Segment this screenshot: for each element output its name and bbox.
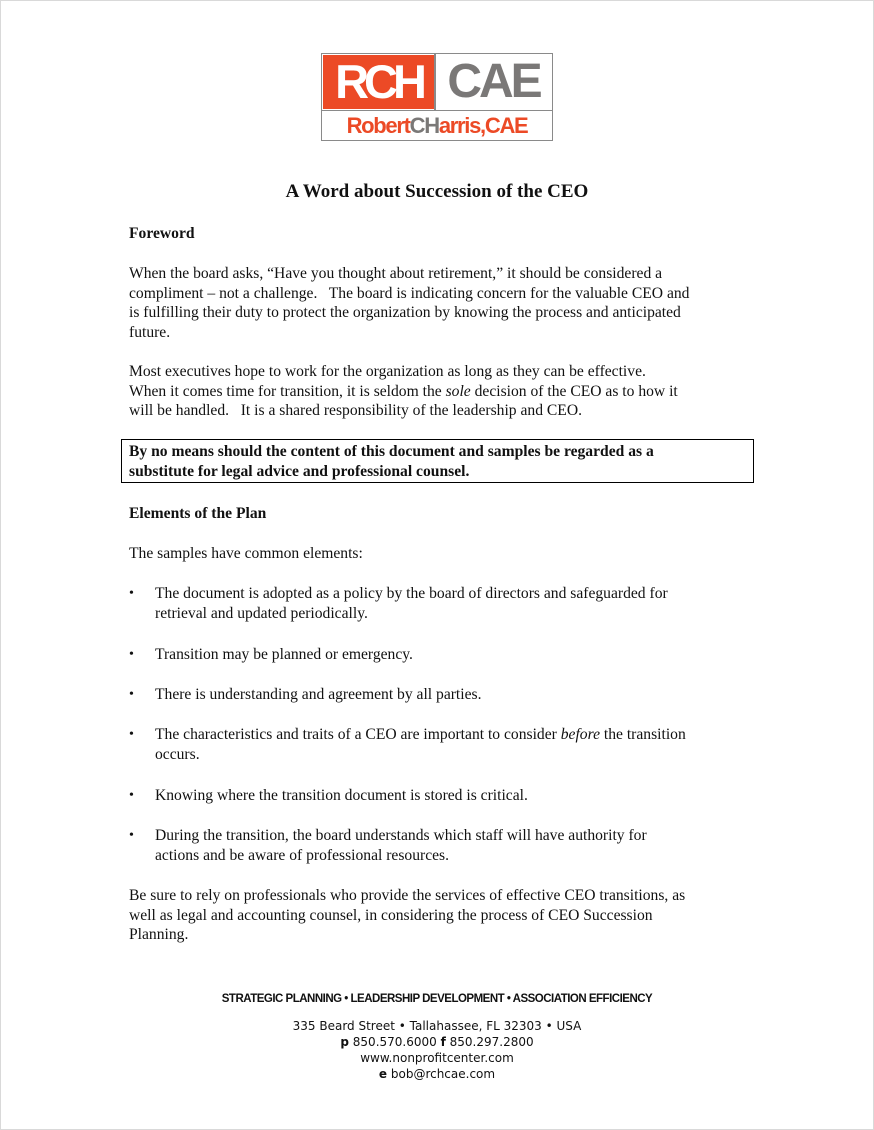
logo-name-part2: CH [409,113,439,138]
bullet-icon: • [129,727,134,742]
closing-paragraph [129,886,754,945]
list-item-text: There is understanding and agreement by all parties. [155,686,482,703]
email-address[interactable]: bob@rchcae.com [387,1067,496,1081]
logo-name-part3: arris,CAE [438,113,528,138]
emphasis-sole: sole [445,382,471,400]
foreword-paragraph-2 [129,362,754,421]
logo-name-line [322,112,552,140]
bullet-icon: • [129,687,134,702]
list-item-line: occurs. [155,745,200,763]
paragraph-line: will be handled. It is a shared responsibility of the leadership and CEO. [129,402,582,420]
legal-notice-box [121,439,754,483]
logo-rch-block: RCH [323,55,434,109]
paragraph-line: future. [129,323,171,341]
document-title: A Word about Succession of the CEO [285,181,589,202]
bullet-icon: • [129,788,134,803]
list-item-text: Knowing where the transition document is stored is critical. [155,787,528,804]
fax-number: 850.297.2800 [445,1035,534,1049]
foreword-paragraph-1 [129,264,754,342]
emphasis-before: before [560,726,600,743]
company-logo [321,53,553,141]
paragraph-line: Be sure to rely on professionals who provide the services of effective CEO transitions, as [129,887,686,904]
list-item-line: The document is adopted as a policy by the board of directors and safeguarded for [155,585,668,602]
logo-divider-horizontal [322,110,552,111]
notice-line: By no means should the content of this document and samples be regarded as a [129,443,654,460]
bullet-icon: • [129,647,134,662]
logo-name-part1: Robert [346,113,410,138]
phone-label: p [340,1035,349,1049]
paragraph-line: is fulfilling their duty to protect the organization by knowing the process and anticipated [129,304,681,322]
footer-address: 335 Beard Street • Tallahassee, FL 32303 • USA [292,1019,582,1033]
email-label: e [378,1067,388,1081]
list-item-text [155,584,754,623]
notice-line: substitute for legal advice and professional counsel. [129,462,470,480]
elements-intro: The samples have common elements: [129,545,363,562]
text-span: When it comes time for transition, it is seldom the [129,382,446,400]
foreword-heading: Foreword [129,225,195,242]
list-item-line: retrieval and updated periodically. [155,604,368,622]
paragraph-line: When the board asks, “Have you thought about retirement,” it should be considered a [129,265,663,282]
text-span: The characteristics and traits of a CEO are important to consider [155,726,561,743]
footer-email [0,1067,874,1081]
paragraph-line: well as legal and accounting counsel, in considering the process of CEO Succession [129,906,653,924]
paragraph-line [129,382,754,402]
bullet-icon: • [129,586,134,601]
list-item-text [155,826,754,865]
phone-number: 850.570.6000 [348,1035,441,1049]
list-item-text: Transition may be planned or emergency. [155,646,413,663]
list-item-line: During the transition, the board understands which staff will have authority for [155,827,647,844]
footer-website[interactable]: www.nonprofitcenter.com [360,1051,514,1065]
elements-heading: Elements of the Plan [129,505,267,522]
logo-cae-block: CAE [436,55,551,109]
footer-phone-fax [0,1035,874,1049]
footer-tagline: STRATEGIC PLANNING • LEADERSHIP DEVELOPMENT • ASSOCIATION EFFICIENCY [221,993,653,1005]
list-item-line [155,725,754,745]
text-span: the transition [600,726,686,743]
paragraph-line: Planning. [129,926,189,944]
fax-label: f [440,1035,446,1049]
paragraph-line: compliment – not a challenge. The board is indicating concern for the valuable CEO and [129,284,690,302]
list-item-text [155,725,754,764]
bullet-icon: • [129,828,134,843]
paragraph-line: Most executives hope to work for the organization as long as they can be effective. [129,363,646,380]
text-span: decision of the CEO as to how it [470,382,678,400]
list-item-line: actions and be aware of professional resources. [155,846,449,864]
